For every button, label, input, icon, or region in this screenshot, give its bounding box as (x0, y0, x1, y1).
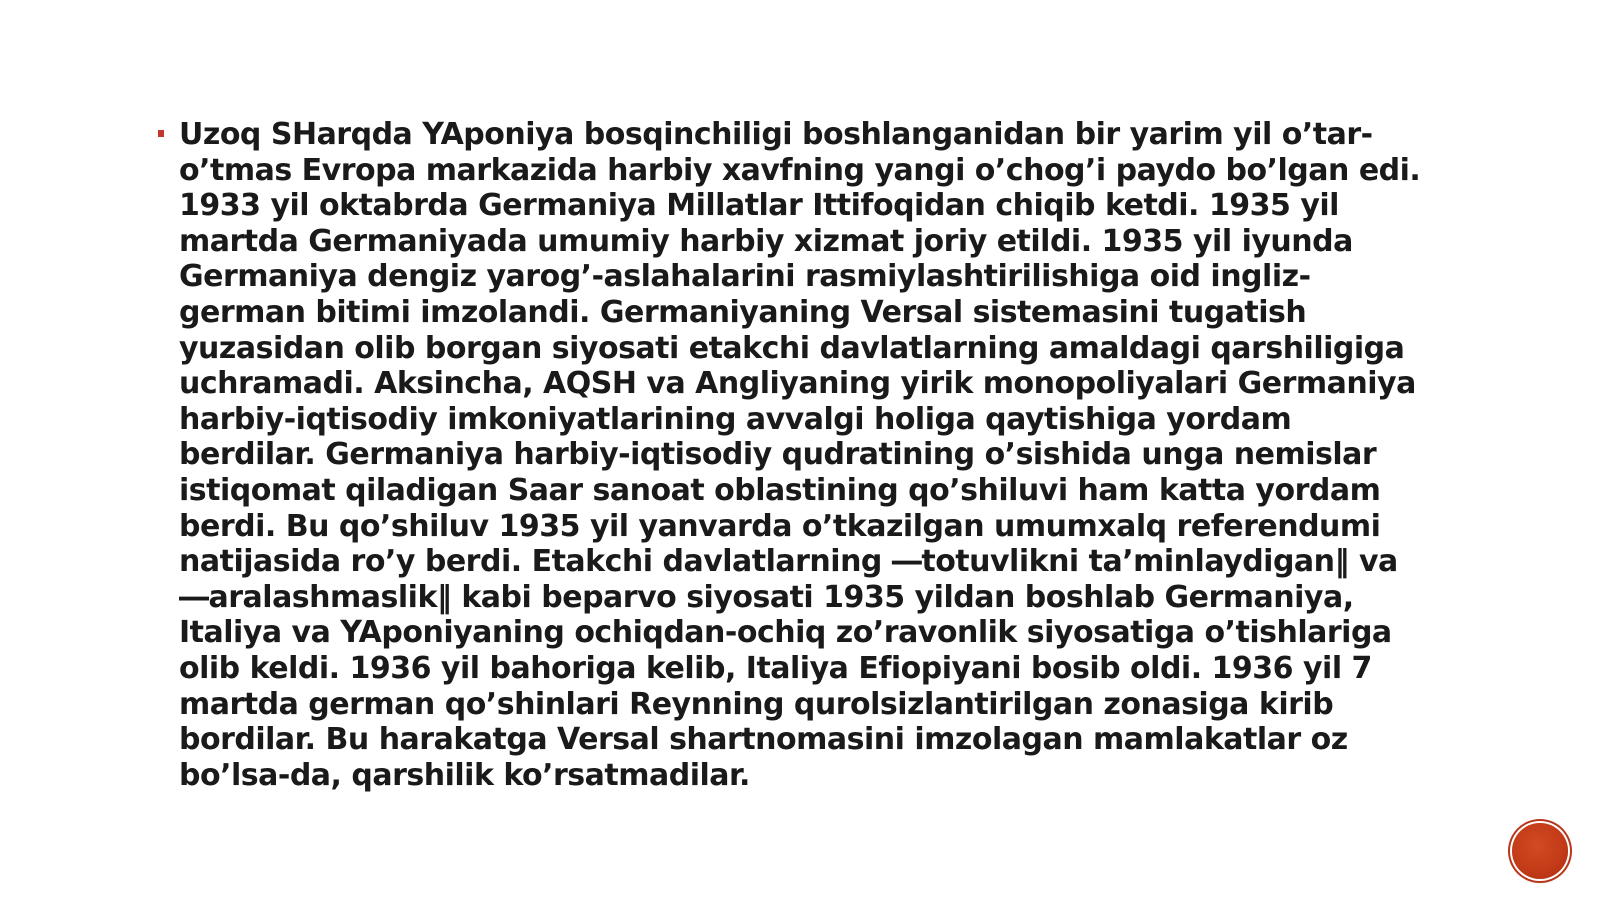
bullet-text (179, 117, 1420, 793)
text-line: bo’lsa-da, qarshilik ko’rsatmadilar. (179, 757, 750, 793)
text-line: olib keldi. 1936 yil bahoriga kelib, Italiya Efiopiyani bosib oldi. 1936 yil 7 (179, 650, 1372, 686)
text-line: natijasida ro’y berdi. Etakchi davlatlarning ―totuvlikni ta’minlaydigan‖ va (179, 544, 1398, 580)
text-line: berdi. Bu qo’shiluv 1935 yil yanvarda o’tkazilgan umumxalq referendumi (179, 508, 1381, 544)
text-line: bordilar. Bu harakatga Versal shartnomasini imzolagan mamlakatlar oz (179, 722, 1348, 758)
text-line: berdilar. Germaniya harbiy-iqtisodiy qudratining o’sishida unga nemislar (179, 437, 1377, 473)
text-line: martda german qo’shinlari Reynning qurolsizlantirilgan zonasiga kirib (179, 686, 1334, 722)
text-line: Uzoq SHarqda YAponiya bosqinchiligi boshlanganidan bir yarim yil o’tar- (179, 117, 1373, 152)
text-line: german bitimi imzolandi. Germaniyaning Versal sistemasini tugatish (179, 294, 1307, 330)
circle-nav-icon[interactable] (1512, 823, 1568, 879)
bullet-square-icon (158, 130, 164, 137)
text-line: harbiy-iqtisodiy imkoniyatlarining avvalgi holiga qaytishiga yordam (179, 401, 1292, 437)
slide-content (150, 117, 1450, 793)
text-line: uchramadi. Aksincha, AQSH va Angliyaning yirik monopoliyalari Germaniya (179, 366, 1416, 402)
text-line: ―aralashmaslik‖ kabi beparvo siyosati 1935 yildan boshlab Germaniya, (179, 579, 1354, 615)
text-line: istiqomat qiladigan Saar sanoat oblastining qo’shiluvi ham katta yordam (179, 472, 1381, 508)
text-line: yuzasidan olib borgan siyosati etakchi davlatlarning amaldagi qarshiligiga (179, 330, 1405, 366)
text-line: Germaniya dengiz yarog’-aslahalarini rasmiylashtirilishiga oid ingliz- (179, 259, 1311, 295)
bullet-item (150, 117, 1450, 793)
text-line: Italiya va YAponiyaning ochiqdan-ochiq zo’ravonlik siyosatiga o’tishlariga (179, 615, 1392, 651)
text-line: martda Germaniyada umumiy harbiy xizmat joriy etildi. 1935 yil iyunda (179, 223, 1353, 259)
text-line: 1933 yil oktabrda Germaniya Millatlar Ittifoqidan chiqib ketdi. 1935 yil (179, 188, 1339, 224)
text-line: o’tmas Evropa markazida harbiy xavfning yangi o’chog’i paydo bo’lgan edi. (179, 152, 1421, 188)
